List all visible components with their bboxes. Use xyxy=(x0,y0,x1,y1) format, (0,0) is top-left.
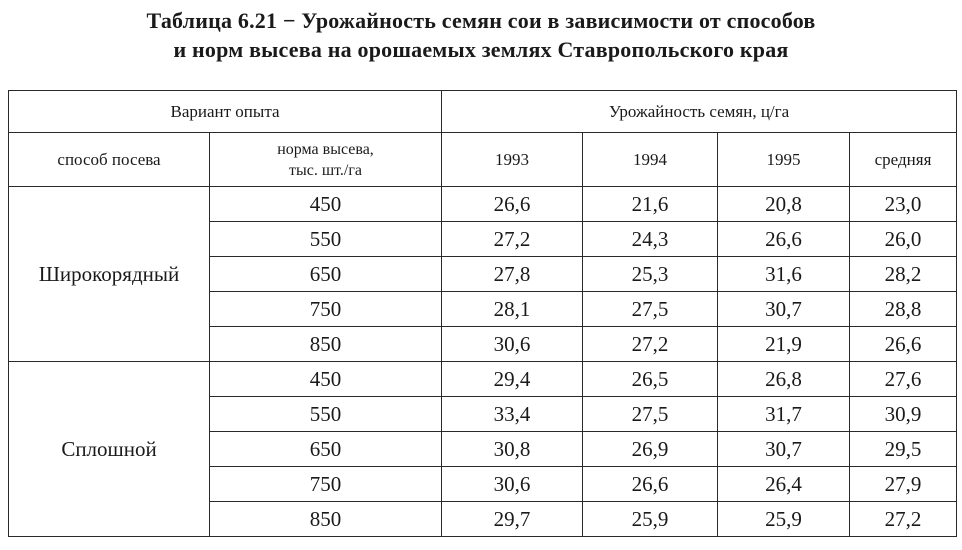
cell-average: 30,9 xyxy=(850,397,957,432)
header-row-2 xyxy=(9,133,957,187)
cell-rate: 750 xyxy=(210,292,442,327)
table-row xyxy=(9,362,957,397)
cell-1995: 31,7 xyxy=(718,397,850,432)
cell-1994: 24,3 xyxy=(583,222,718,257)
cell-average: 27,2 xyxy=(850,502,957,537)
cell-rate: 750 xyxy=(210,467,442,502)
caption-line-1: Таблица 6.21 − Урожайность семян сои в зависимости от способов xyxy=(146,8,816,33)
header-year-1995: 1995 xyxy=(718,133,850,187)
cell-1995: 26,8 xyxy=(718,362,850,397)
header-method: способ посева xyxy=(9,133,210,187)
cell-average: 23,0 xyxy=(850,187,957,222)
cell-rate: 850 xyxy=(210,327,442,362)
cell-average: 26,6 xyxy=(850,327,957,362)
cell-1993: 26,6 xyxy=(442,187,583,222)
cell-rate: 450 xyxy=(210,362,442,397)
header-row-1 xyxy=(9,91,957,133)
cell-1995: 30,7 xyxy=(718,292,850,327)
cell-average: 28,2 xyxy=(850,257,957,292)
cell-1993: 30,8 xyxy=(442,432,583,467)
cell-average: 27,9 xyxy=(850,467,957,502)
table-caption xyxy=(0,6,962,64)
cell-1993: 29,4 xyxy=(442,362,583,397)
cell-1993: 30,6 xyxy=(442,327,583,362)
cell-1995: 21,9 xyxy=(718,327,850,362)
cell-1993: 28,1 xyxy=(442,292,583,327)
cell-rate: 650 xyxy=(210,257,442,292)
cell-rate: 550 xyxy=(210,397,442,432)
header-rate-line-2: тыс. шт./га xyxy=(288,161,363,179)
cell-average: 27,6 xyxy=(850,362,957,397)
cell-1993: 30,6 xyxy=(442,467,583,502)
cell-rate: 550 xyxy=(210,222,442,257)
cell-1994: 25,9 xyxy=(583,502,718,537)
header-year-1994: 1994 xyxy=(583,133,718,187)
cell-1994: 26,9 xyxy=(583,432,718,467)
cell-1995: 30,7 xyxy=(718,432,850,467)
header-rate-line-1: норма высева, xyxy=(277,140,374,158)
caption-line-2: и норм высева на орошаемых землях Ставропольского края xyxy=(173,37,789,62)
header-yield: Урожайность семян, ц/га xyxy=(442,91,957,133)
cell-1995: 26,6 xyxy=(718,222,850,257)
cell-1994: 26,6 xyxy=(583,467,718,502)
cell-1993: 29,7 xyxy=(442,502,583,537)
header-year-1993: 1993 xyxy=(442,133,583,187)
cell-1995: 20,8 xyxy=(718,187,850,222)
header-average: средняя xyxy=(850,133,957,187)
header-variant: Вариант опыта xyxy=(9,91,442,133)
cell-1995: 26,4 xyxy=(718,467,850,502)
cell-average: 28,8 xyxy=(850,292,957,327)
cell-1995: 31,6 xyxy=(718,257,850,292)
cell-rate: 450 xyxy=(210,187,442,222)
cell-rate: 850 xyxy=(210,502,442,537)
table-row xyxy=(9,187,957,222)
cell-1994: 27,2 xyxy=(583,327,718,362)
cell-method: Широкорядный xyxy=(9,187,210,362)
cell-1994: 21,6 xyxy=(583,187,718,222)
cell-1993: 27,2 xyxy=(442,222,583,257)
header-rate xyxy=(210,133,442,187)
cell-1994: 27,5 xyxy=(583,292,718,327)
cell-method: Сплошной xyxy=(9,362,210,537)
cell-rate: 650 xyxy=(210,432,442,467)
cell-1994: 25,3 xyxy=(583,257,718,292)
cell-1993: 33,4 xyxy=(442,397,583,432)
yield-table xyxy=(8,90,957,537)
cell-1994: 27,5 xyxy=(583,397,718,432)
cell-average: 29,5 xyxy=(850,432,957,467)
cell-average: 26,0 xyxy=(850,222,957,257)
cell-1994: 26,5 xyxy=(583,362,718,397)
cell-1995: 25,9 xyxy=(718,502,850,537)
cell-1993: 27,8 xyxy=(442,257,583,292)
